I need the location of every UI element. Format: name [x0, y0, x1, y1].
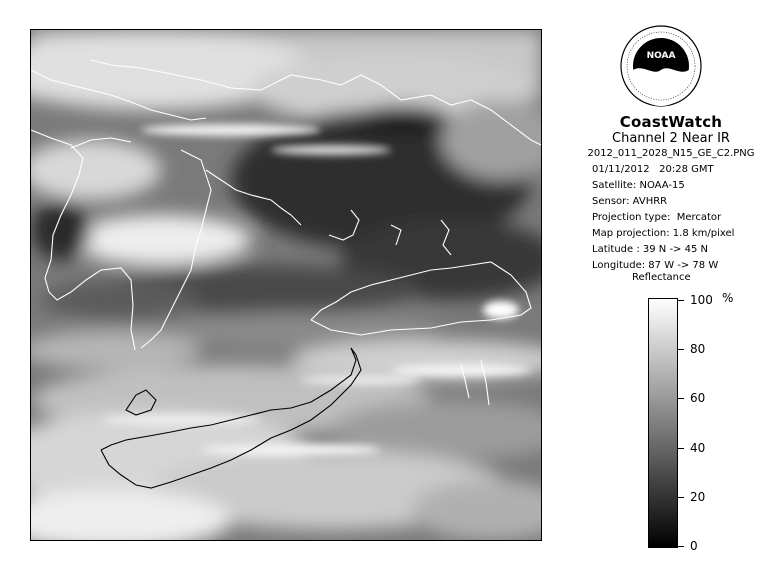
legend-tick [678, 497, 684, 498]
legend-tick-label: 0 [690, 539, 698, 553]
map-projection-label: Map projection: 1.8 km/pixel [592, 228, 735, 239]
projection-type-label: Projection type: Mercator [592, 212, 722, 223]
brand-title: CoastWatch [619, 113, 723, 131]
filename-label: 2012_011_2028_N15_GE_C2.PNG [587, 148, 755, 159]
cloud-field [31, 30, 541, 540]
legend-tick-label: 100 [690, 293, 713, 307]
legend-tick [678, 546, 684, 547]
legend-tick [678, 300, 684, 301]
legend-tick-label: 20 [690, 489, 706, 504]
legend-tick-label: 40 [690, 440, 706, 455]
legend-tick-label: 60 [690, 391, 706, 406]
reflectance-color-scale [648, 298, 678, 548]
satellite-image [31, 30, 541, 540]
legend-tick [678, 349, 684, 350]
legend-tick-label: 80 [690, 342, 706, 357]
sensor-label: Sensor: AVHRR [592, 196, 668, 207]
latitude-label: Latitude : 39 N -> 45 N [592, 244, 708, 255]
logo-center-text: NOAA [646, 51, 676, 61]
satellite-image-panel[interactable] [30, 29, 542, 541]
legend-tick [678, 398, 684, 399]
legend-title: Reflectance [632, 272, 691, 283]
channel-label: Channel 2 Near IR [612, 131, 730, 146]
legend-unit: % [722, 291, 734, 305]
datetime-label: 01/11/2012 20:28 GMT [592, 164, 714, 175]
satellite-label: Satellite: NOAA-15 [592, 180, 685, 191]
noaa-logo [619, 24, 703, 108]
legend-tick [678, 448, 684, 449]
longitude-label: Longitude: 87 W -> 78 W [592, 260, 719, 271]
